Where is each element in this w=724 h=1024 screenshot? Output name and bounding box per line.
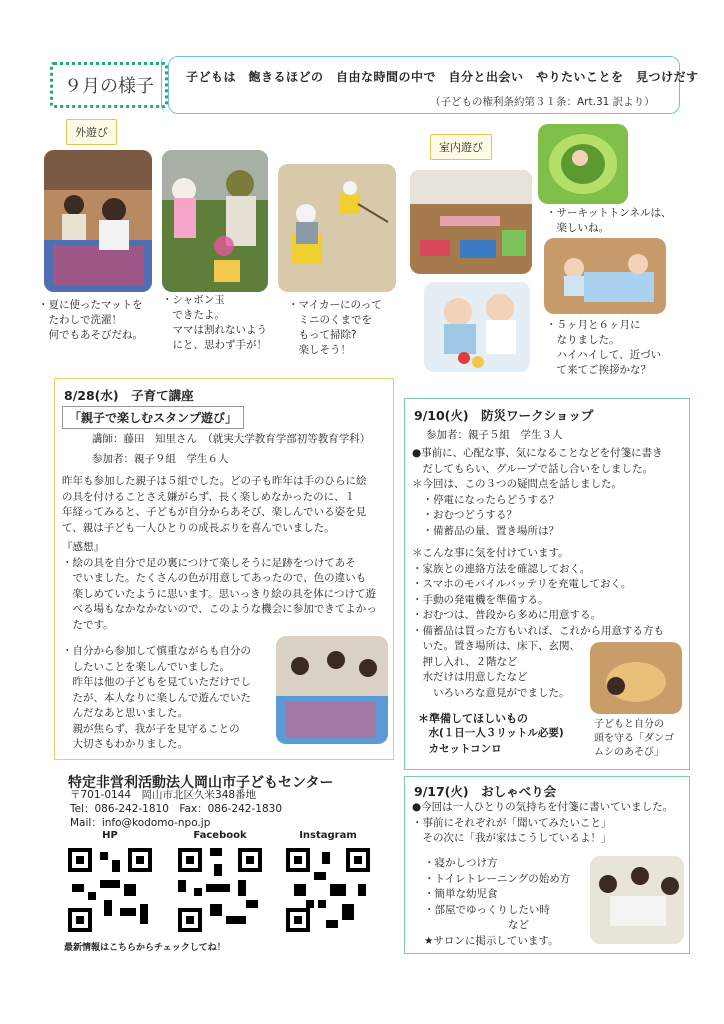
event2-date-title: 9/10(火) 防災ワークショップ [414,408,594,423]
photo-mini-car [278,164,396,292]
event2-participants: 参加者：親子５組 学生３人 [426,429,563,441]
photo-stamp-play [276,636,388,744]
org-address: 〒701-0144 岡山市北区久米348番地 [70,789,257,801]
event1-participants: 参加者：親子９組 学生６人 [92,453,229,465]
event1-impressions2: ・自分から参加して慎重ながらも自分の したいことを楽しんでいました。 昨年は他の子どもを見ていただけでし たが、本人なりに楽しんで遊んでいた んだなあと思いました。 親が焦らず、我が子を見守ることの 大切さもわかりました。 [62,645,251,750]
event2-tips: ＊こんな事に気を付けています。 ・家族との連絡方法を確認しておく。 ・スマホのモバイルバッテリを充電しておく。 ・手動の発電機を準備する。 ・おむつは、普段から多めに用意する。 ・備蓄品は買った方もいれば、これから用意する方も いた。置き場所は、床下、玄関、 押し入れ、２階など 水だけは用意したなど いろいろな意見がでました。 [412,547,664,699]
caption-mat: ・夏に使ったマットを たわしで洗濯！ 何でもあそびだね。 [38,299,143,341]
event2-photo-caption: 子どもと自分の 頭を守る「ダンゴ ムシのあそび」 [594,719,675,758]
event1-lecturer: 講師：藤田 知里さん （就実大学教育学部初等教育学科） [92,433,371,445]
photo-bubbles [162,150,268,292]
caption-car: ・マイカーにのって ミニのくまでを もって掃除? 楽しそう！ [288,299,382,356]
caption-babies: ・５ヶ月と６ヶ月に なりました。 ハイハイして、近づい て来てご挨拶かな？ [546,319,662,376]
qr-code-facebook[interactable] [174,844,266,936]
photo-babies-crawl [544,238,666,314]
event3-body: ●今回は一人ひとりの気持ちを付箋に書いていました。 ・事前にそれぞれが「聞いてみたいこと」 その次に「我が家はこうしているよ！」 [412,801,674,844]
qr-code-instagram[interactable] [282,844,374,936]
event2-body: ●事前に、心配な事、気になることなどを付箋に書き だしてもらい、グループで話し合いをしました。 ＊今回は、この３つの疑問点を話しました。 ・停電になったらどうする？ ・おむつどうする？ ・備蓄品の量、置き場所は？ [412,447,663,537]
event1-date-title: 8/28(水) 子育て講座 [64,388,194,403]
qr-note: 最新情報はこちらからチェックしてね！ [64,943,226,953]
event1-subtitle: 「親子で楽しむスタンプ遊び」 [62,406,244,429]
event3-date-title: 9/17(火) おしゃべり会 [414,784,557,799]
caption-bubbles: ・シャボン玉 できたよ。 ママは割れないよう にと、思わず手が！ [162,294,267,351]
slogan-source: （子どもの権利条約第３１条：Art.31 訳より） [430,96,655,108]
qr-code-hp[interactable] [64,844,156,936]
month-title: ９月の様子 [50,62,168,108]
org-mail: Mail：info@kodomo-npo.jp [70,817,211,829]
caption-tunnel: ・サーキットトンネルは、 楽しいね。 [546,207,672,234]
org-name: 特定非営利活動法人岡山市子どもセンター [68,775,334,791]
photo-baby-toy [424,282,530,372]
event3-list: ・寝かしつけ方 ・トイレトレーニングの始め方 ・簡単な幼児食 ・部屋でゆっくりしたい時 など ★サロンに掲示しています。 [424,857,571,947]
event2-prepare-items: 水(１日一人３リットル必要) カセットコンロ [428,727,564,755]
qr-label-hp: HP [102,830,118,841]
indoor-tag: 室内遊び [430,134,492,160]
photo-tunnel [538,124,628,204]
slogan: 子どもは 飽きるほどの 自由な時間の中で 自分と出会い やりたいことを 見つけだす [186,70,699,84]
event1-impressions: 『感想』 ・絵の具を自分で足の裏につけて楽しそうに足跡をつけてあそ でいました。たくさんの色が用意してあったので、色の違いも 楽しめていたように思います。思いっきり絵の具を体につけて遊 べる場もなかなかないので、このような機会に参加できてよかっ たです。 [62,541,377,631]
org-tel-fax: Tel：086-242-1810 Fax：086-242-1830 [70,803,282,815]
qr-label-facebook: Facebook [193,830,247,841]
outdoor-tag: 外遊び [66,119,117,145]
photo-mat-washing [44,150,152,292]
photo-dangomushi [590,642,682,714]
photo-circuit [410,170,532,274]
event1-body: 昨年も参加した親子は５組でした。どの子も昨年は手のひらに絵 の具を付けることさえ嫌がらず、長く楽しめなかったのに、１ 年経ってみると、子どもが自分からあそび、楽しんでいる姿を見 て、親は子ども一人ひとりの成長ぶりを喜んでいました。 [62,475,367,534]
event2-prepare-title: ＊準備してほしいもの [418,712,528,725]
photo-chat-meeting [590,856,684,944]
qr-label-instagram: Instagram [299,830,357,841]
